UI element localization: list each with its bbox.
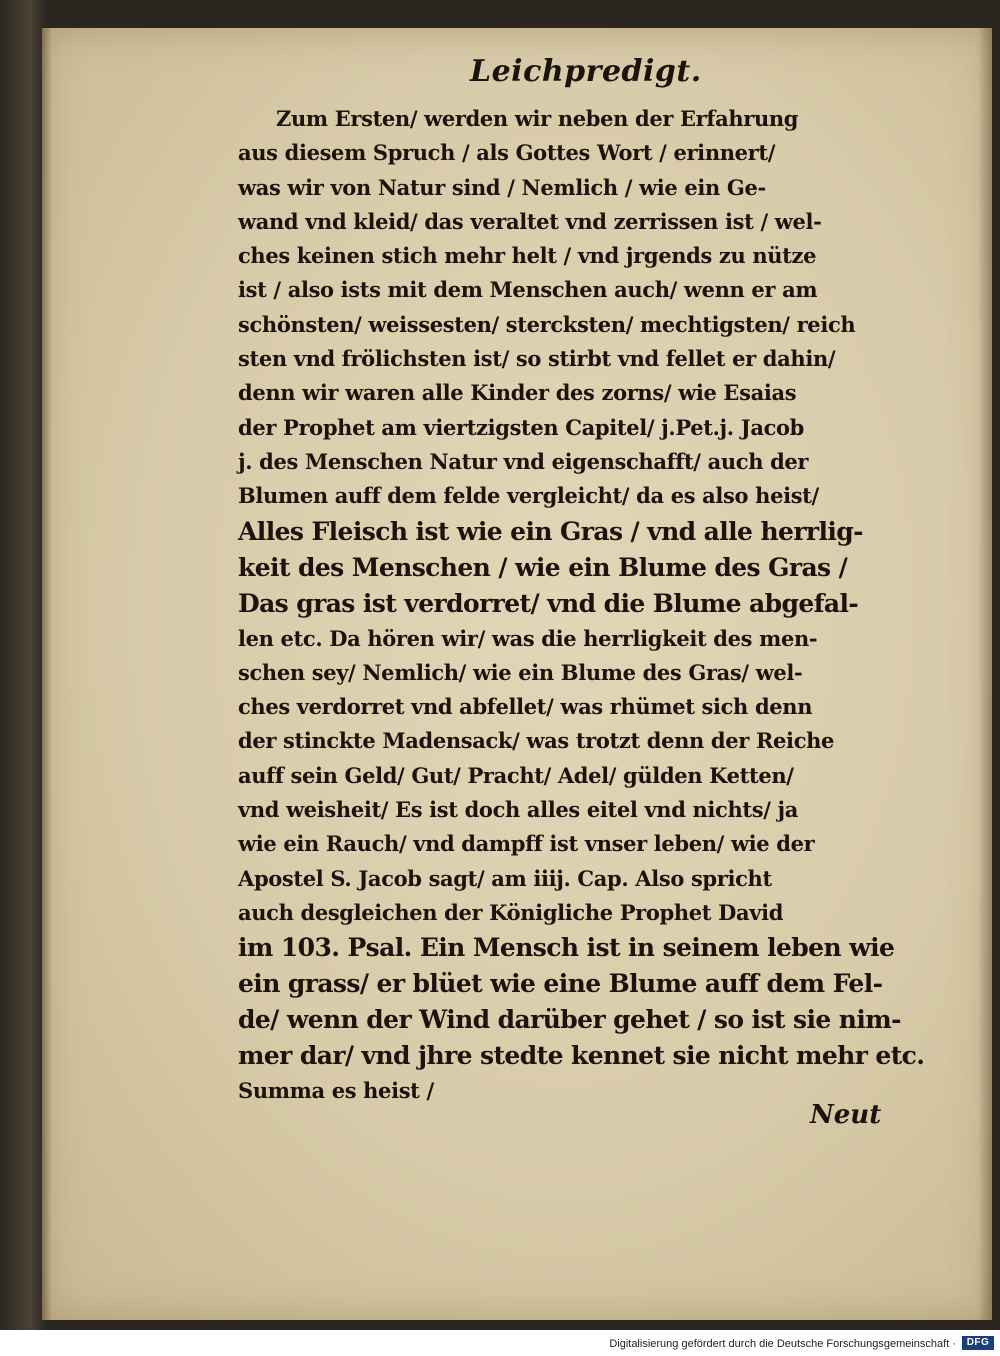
text-line: der Prophet am viertzigsten Capitel/ j.Pet.j. Jacob [238,414,804,440]
text-line: len etc. Da hören wir/ was die herrligkeit des men- [238,625,818,651]
text-line: vnd weisheit/ Es ist doch alles eitel vnd nichts/ ja [238,797,799,823]
quote-line: ein grass/ er blüet wie eine Blume auff dem Fel- [238,969,883,999]
text-line: der stinckte Madensack/ was trotzt denn der Reiche [238,728,835,754]
text-line: Summa es heist / [238,1078,434,1104]
text-line: schen sey/ Nemlich/ wie ein Blume des Gras/ wel- [238,659,803,685]
page-gutter-shadow [42,28,52,1320]
text-line: denn wir waren alle Kinder des zorns/ wie Esaias [238,380,797,406]
text-line: auch desgleichen der Königliche Prophet David [238,899,784,925]
text-line: aus diesem Spruch / als Gottes Wort / erinnert/ [238,140,776,166]
funding-credit: Digitalisierung gefördert durch die Deutsche Forschungsgemeinschaft · [609,1338,956,1350]
quote-line: keit des Menschen / wie ein Blume des Gras / [238,552,848,582]
text-line: Apostel S. Jacob sagt/ am iiij. Cap. Also spricht [238,865,772,891]
text-line: ches verdorret vnd abfellet/ was rhümet sich denn [238,694,813,720]
text-line: sten vnd frölichsten ist/ so stirbt vnd fellet er dahin/ [238,346,836,372]
running-head: Leichpredigt. [470,54,702,89]
quote-line: im 103. Psal. Ein Mensch ist in seinem leben wie [238,933,895,963]
catchword: Neut [810,1100,882,1130]
text-line: auff sein Geld/ Gut/ Pracht/ Adel/ gülden Ketten/ [238,762,794,788]
text-line: j. des Menschen Natur vnd eigenschafft/ auch der [238,448,809,474]
text-line: was wir von Natur sind / Nemlich / wie ein Ge- [238,174,766,200]
quote-line: de/ wenn der Wind darüber gehet / so ist sie nim- [238,1005,901,1035]
text-line: ches keinen stich mehr helt / vnd jrgends zu nütze [238,243,817,269]
quote-line: Das gras ist verdorret/ vnd die Blume abgefal- [238,588,859,618]
dfg-logo: DFG [962,1336,994,1350]
text-line: Blumen auff dem felde vergleicht/ da es also heist/ [238,483,819,509]
quote-line: Alles Fleisch ist wie ein Gras / vnd alle herrlig- [238,516,863,546]
text-line: schönsten/ weissesten/ stercksten/ mechtigsten/ reich [238,311,856,337]
text-line: wie ein Rauch/ vnd dampff ist vnser leben/ wie der [238,831,815,857]
quote-line: mer dar/ vnd jhre stedte kennet sie nicht mehr etc. [238,1041,925,1071]
text-line: Zum Ersten/ werden wir neben der Erfahrung [276,106,799,131]
text-line: ist / also ists mit dem Menschen auch/ wenn er am [238,277,818,303]
page-edge-shadow [978,28,992,1320]
sermon-text [238,102,925,1109]
text-line: wand vnd kleid/ das veraltet vnd zerrissen ist / wel- [238,208,822,234]
